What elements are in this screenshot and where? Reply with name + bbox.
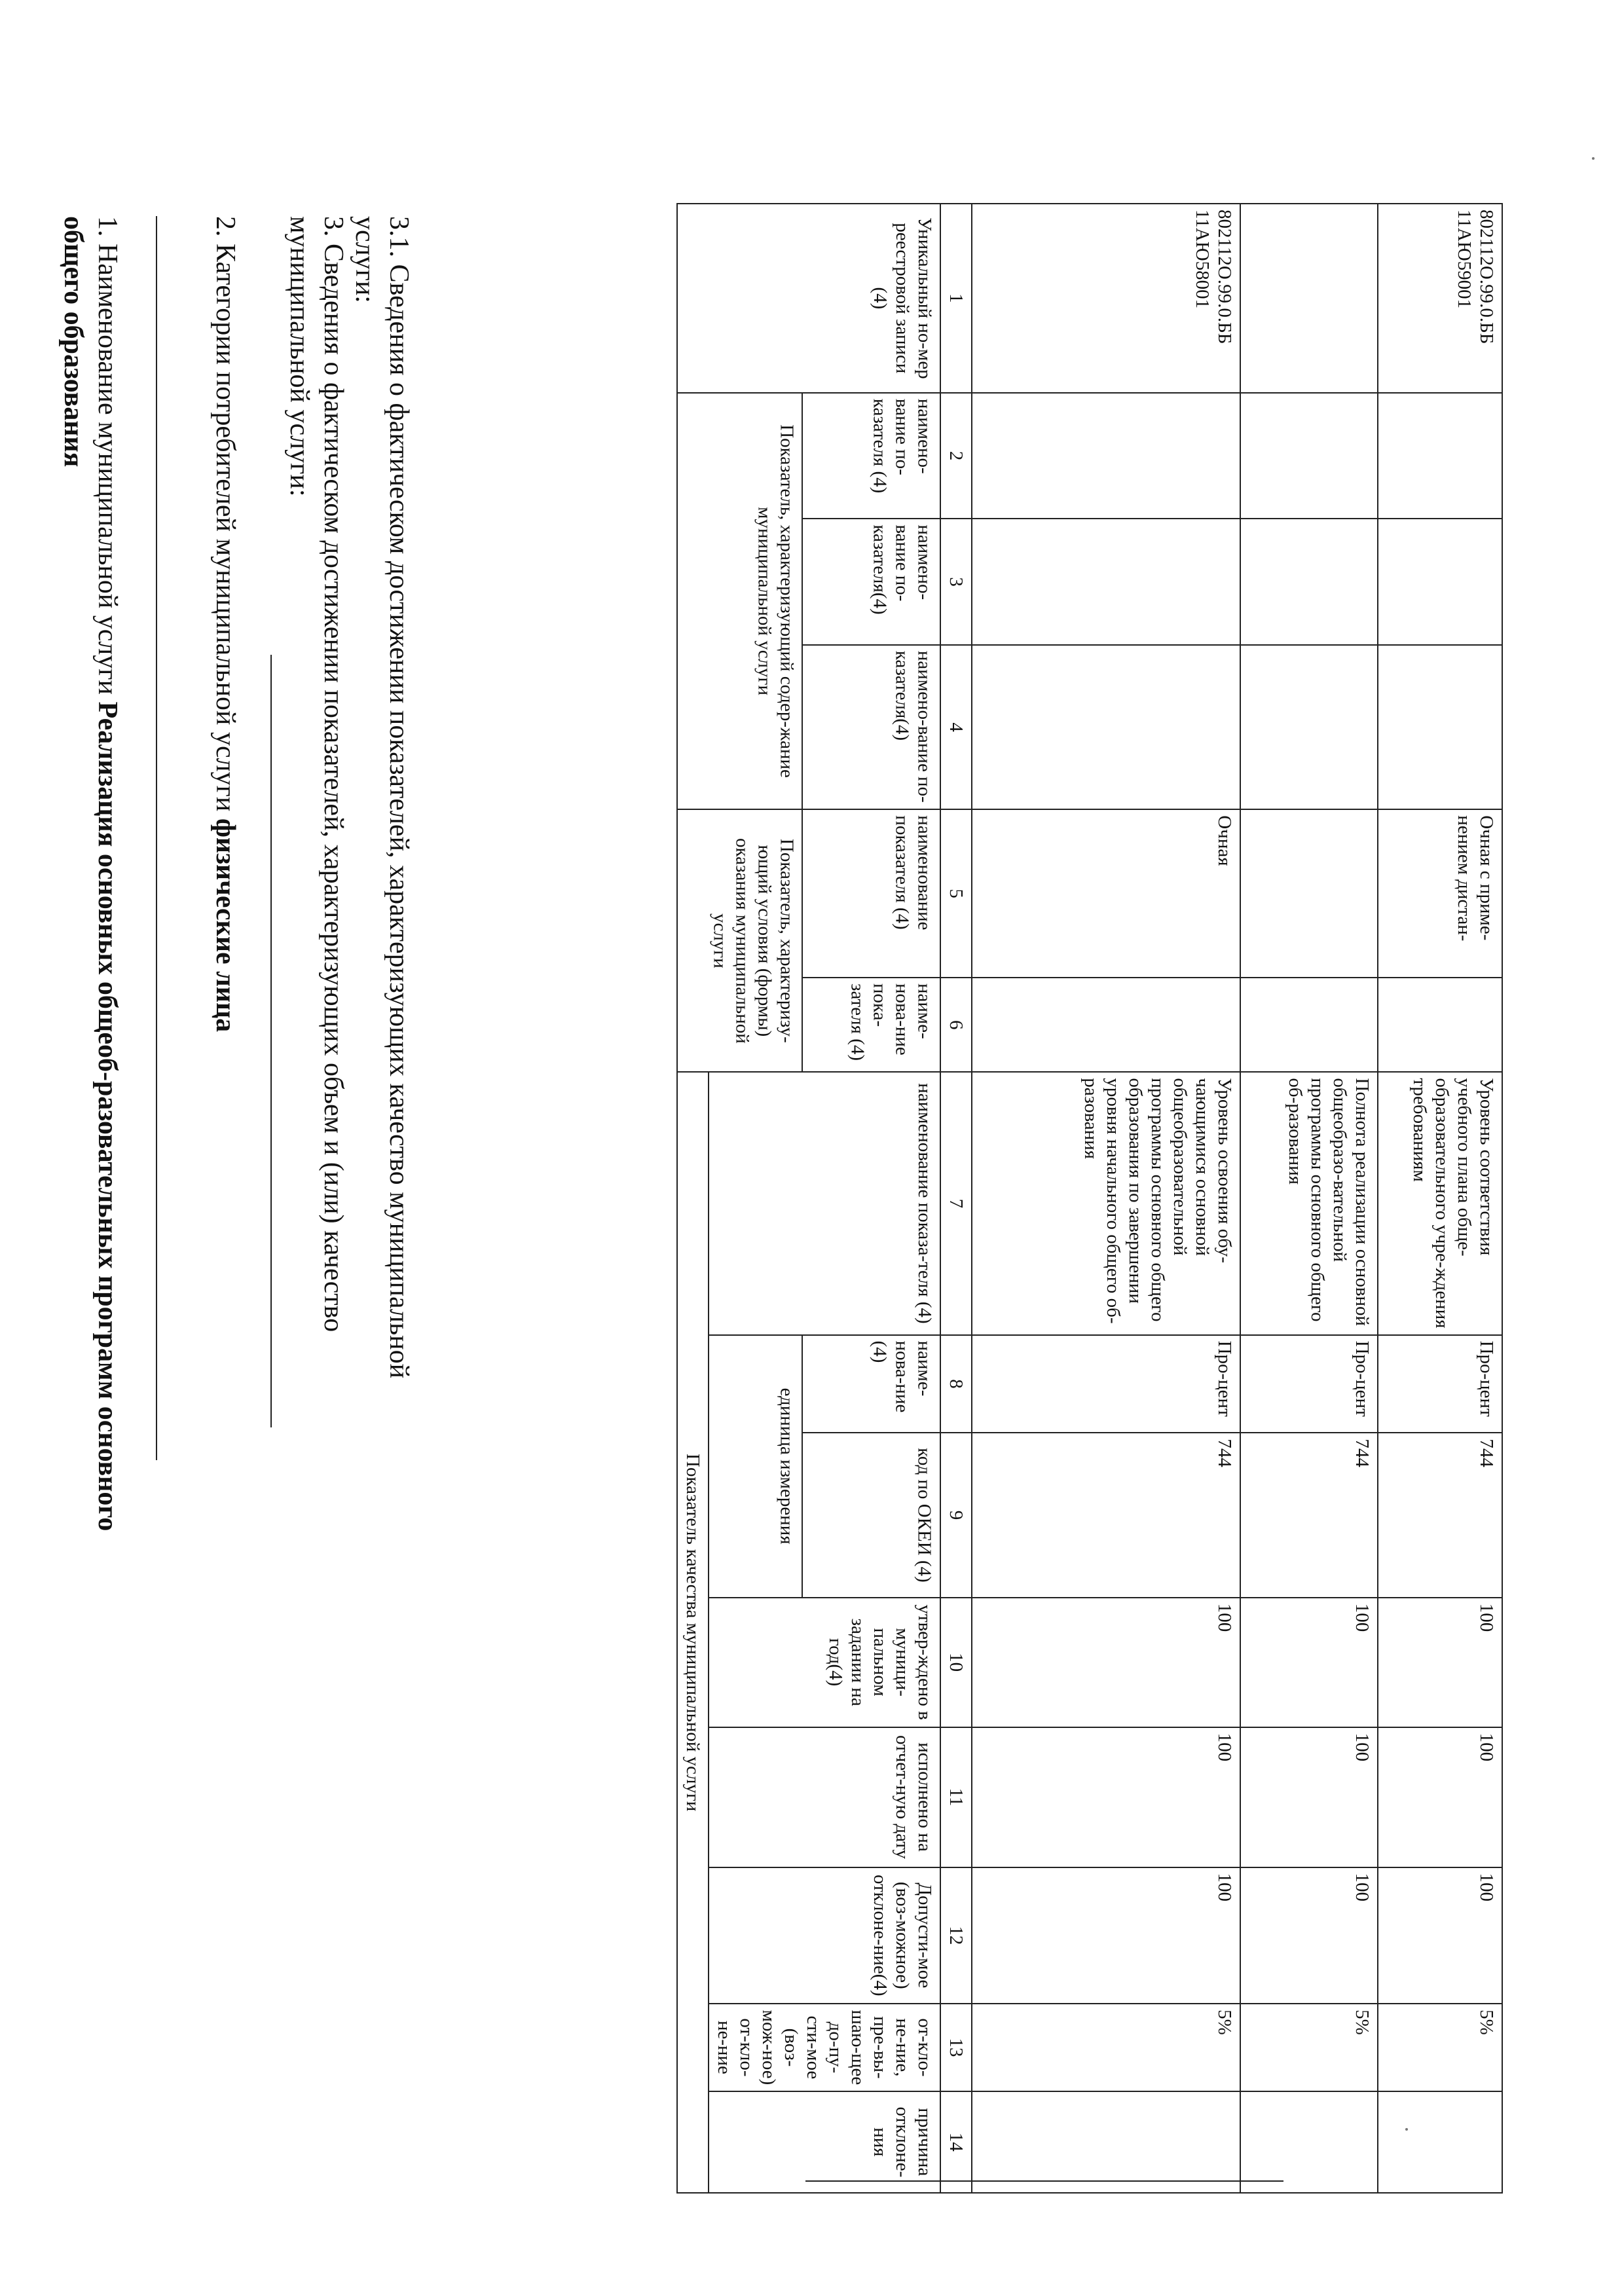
content-2 (1378, 519, 1502, 645)
header-content-2: наимено-вание по-казателя(4) (802, 519, 940, 645)
done-value: 100 (1378, 1727, 1502, 1867)
excess-deviation: 5% (1378, 2004, 1502, 2091)
approved-value: 100 (1378, 1598, 1502, 1727)
okei-code: 744 (1378, 1433, 1502, 1597)
col-num: 7 (940, 1072, 972, 1334)
col-num: 12 (940, 1867, 972, 2004)
done-value: 100 (1240, 1727, 1378, 1867)
form-2 (1378, 978, 1502, 1072)
header-unit-code: код по ОКЕИ (4) (802, 1433, 940, 1597)
form-of-service: Очная (972, 809, 1240, 978)
header-approved: утвер-ждено в муници-пальном задании на год(4) (709, 1598, 940, 1727)
column-number-row (940, 204, 972, 2193)
reason (972, 2091, 1240, 2193)
table-row (972, 204, 1240, 2193)
header-indicator-name: наименование показа-теля (4) (709, 1072, 940, 1334)
col-num: 9 (940, 1433, 972, 1597)
col-num: 3 (940, 519, 972, 645)
header-reason: причина отклоне-ния (709, 2091, 940, 2193)
approved-value: 100 (972, 1598, 1240, 1727)
header-done: исполнено на отчет-ную дату (709, 1727, 940, 1867)
underline (270, 655, 272, 1427)
col-num: 1 (940, 204, 972, 393)
reason (1378, 2091, 1502, 2193)
header-excess-deviation: от-кло-не-ние, пре-вы-шаю-щее до-пу-сти-мое (воз-мож-ное) от-кло-не-ние (709, 2004, 940, 2091)
allowed-deviation: 100 (1378, 1867, 1502, 2004)
header-unit-name: наиме-нова-ние (4) (802, 1335, 940, 1433)
content-2 (1240, 519, 1378, 645)
consumer-category-heading: 2. Категории потребителей муниципальной услуги физические лица (210, 216, 240, 1033)
table-row (1240, 204, 1378, 2193)
indicator-name: Полнота реализации основной общеобразо-вательной программы основного общего об-разования (1240, 1072, 1378, 1334)
content-1 (972, 393, 1240, 519)
registry-code: 802112О.99.0.ББ 11АЮ58001 (972, 204, 1240, 393)
col-num: 10 (940, 1598, 972, 1727)
col-num: 8 (940, 1335, 972, 1433)
header-form-1: наименование показателя (4) (802, 809, 940, 978)
section-3-1-heading: 3.1. Сведения о фактическом достижении показателей, характеризующих качество муниципальной услуги: (350, 216, 414, 1379)
content-1 (1378, 393, 1502, 519)
excess-deviation: 5% (1240, 2004, 1378, 2091)
header-content-indicator: Показатель, характеризующий содер-жание муниципальной услуги (677, 393, 802, 809)
form-2 (972, 978, 1240, 1072)
indicator-name: Уровень соответствия учебного плана обще-образовательного учре-ждения требованиям (1378, 1072, 1502, 1334)
header-row-1 (677, 204, 709, 2193)
unit-name: Про-цент (972, 1335, 1240, 1433)
quality-indicators-table (676, 203, 1503, 2194)
header-unique-number: Уникальный но-мер реестровой записи (4) (677, 204, 940, 393)
table-row (1378, 204, 1502, 2193)
done-value: 100 (972, 1727, 1240, 1867)
header-form-2: наиме-нова-ние пока-зателя (4) (802, 978, 940, 1072)
allowed-deviation: 100 (972, 1867, 1240, 2004)
scan-speck (1405, 2128, 1408, 2131)
form-of-service (1240, 809, 1378, 978)
underline (156, 216, 157, 1460)
col-num: 14 (940, 2091, 972, 2193)
registry-code: 802112О.99.0.ББ 11АЮ59001 (1378, 204, 1502, 393)
content-3 (1378, 645, 1502, 809)
approved-value: 100 (1240, 1598, 1378, 1727)
form-2 (1240, 978, 1378, 1072)
col-num: 4 (940, 645, 972, 809)
section-3-heading: 3. Сведения о фактическом достижении показателей, характеризующих объем и (или) качество муниципальной услуги: (284, 216, 348, 1332)
signature-line (805, 2180, 1283, 2182)
col-num: 6 (940, 978, 972, 1072)
header-content-1: наимено-вание по-казателя (4) (802, 393, 940, 519)
header-quality-indicator: Показатель качества муниципальной услуги (677, 1072, 709, 2193)
content-2 (972, 519, 1240, 645)
header-condition-indicator: Показатель, характеризу-ющий условия (формы) оказания муниципальной услуги (677, 809, 802, 1072)
content-3 (972, 645, 1240, 809)
col-num: 2 (940, 393, 972, 519)
content-3 (1240, 645, 1378, 809)
col-num: 11 (940, 1727, 972, 1867)
header-content-3: наимено-вание по-казателя(4) (802, 645, 940, 809)
indicator-name: Уровень освоения обу-чающимися основной общеобразовательной программы основного общего образования по завершении уровня начального общего об-разования (972, 1072, 1240, 1334)
col-num: 13 (940, 2004, 972, 2091)
unit-name: Про-цент (1378, 1335, 1502, 1433)
reason (1240, 2091, 1378, 2193)
scan-speck (1592, 157, 1595, 160)
excess-deviation: 5% (972, 2004, 1240, 2091)
header-unit: единица измерения (709, 1335, 802, 1598)
header-allowed-deviation: Допусти-мое (воз-можное) отклоне-ние(4) (709, 1867, 940, 2004)
allowed-deviation: 100 (1240, 1867, 1378, 2004)
form-of-service: Очная с приме-нением дистан- (1378, 809, 1502, 978)
service-name-heading: 1. Наименование муниципальной услуги Реализация основных общеоб-разовательных программ основного общего образования (58, 216, 122, 1532)
okei-code: 744 (1240, 1433, 1378, 1597)
content-1 (1240, 393, 1378, 519)
okei-code: 744 (972, 1433, 1240, 1597)
registry-code (1240, 204, 1378, 393)
col-num: 5 (940, 809, 972, 978)
unit-name: Про-цент (1240, 1335, 1378, 1433)
